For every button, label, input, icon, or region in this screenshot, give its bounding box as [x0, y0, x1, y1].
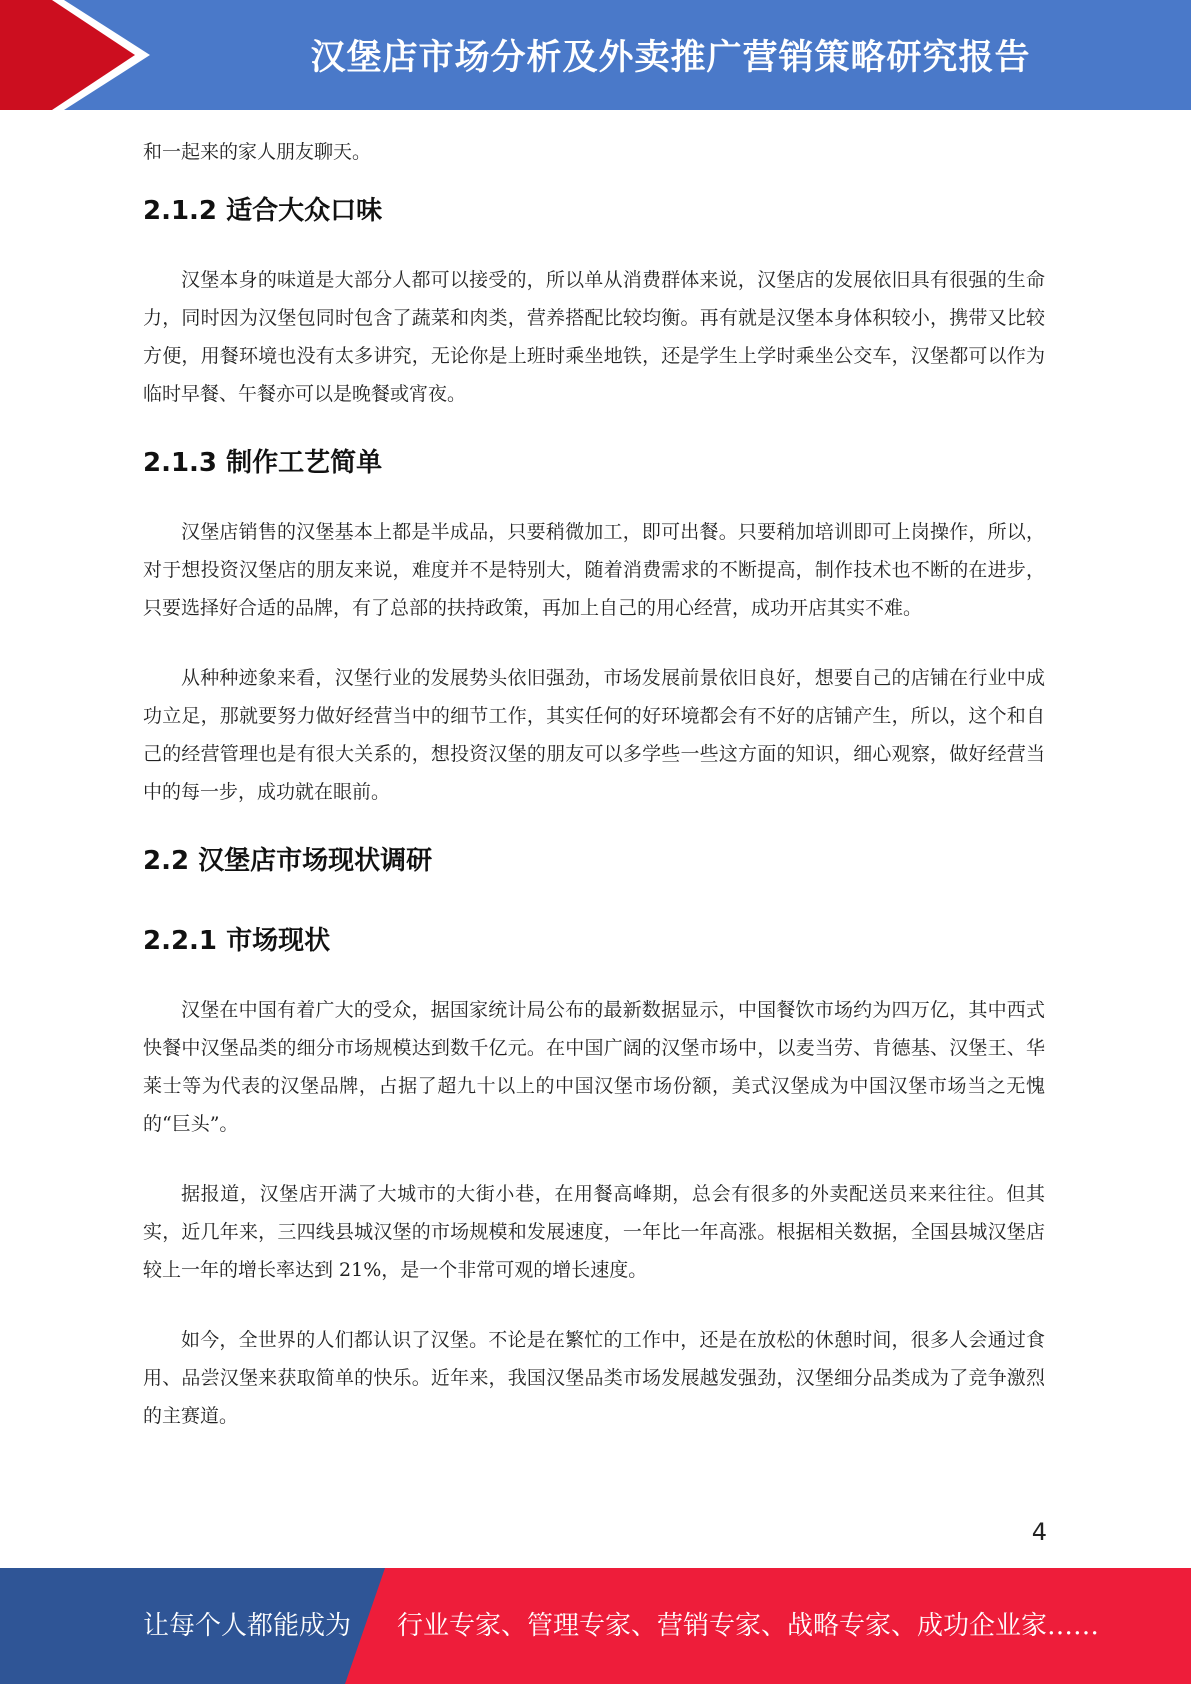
paragraph: 汉堡在中国有着广大的受众，据国家统计局公布的最新数据显示，中国餐饮市场约为四万亿，其中西式快餐中汉堡品类的细分市场规模达到数千亿元。在中国广阔的汉堡市场中，以麦当劳、肯德基、汉堡王、华莱士等为代表的汉堡品牌，占据了超九十以上的中国汉堡市场份额，美式汉堡成为中国汉堡市场当之无愧的“巨头”。 [143, 999, 1045, 1135]
section-heading-2-2: 2.2 汉堡店市场现状调研 [143, 846, 433, 876]
section-heading-2-1-2: 2.1.2 适合大众口味 [143, 196, 383, 226]
section-heading-2-1-3: 2.1.3 制作工艺简单 [143, 448, 383, 478]
page-footer-band [0, 1568, 1191, 1684]
paragraph: 如今，全世界的人们都认识了汉堡。不论是在繁忙的工作中，还是在放松的休憩时间，很多人会通过食用、品尝汉堡来获取简单的快乐。近年来，我国汉堡品类市场发展越发强劲，汉堡细分品类成为了竞争激烈的主赛道。 [143, 1329, 1045, 1427]
report-title: 汉堡店市场分析及外卖推广营销策略研究报告 [310, 38, 1031, 78]
page-content [143, 133, 1045, 1435]
page-header-band [0, 0, 1191, 110]
footer-slogan-left: 让每个人都能成为 [143, 1611, 352, 1641]
paragraph: 从种种迹象来看，汉堡行业的发展势头依旧强劲，市场发展前景依旧良好，想要自己的店铺在行业中成功立足，那就要努力做好经营当中的细节工作，其实任何的好环境都会有不好的店铺产生，所以，这个和自己的经营管理也是有很大关系的，想投资汉堡的朋友可以多学些一些这方面的知识，细心观察，做好经营当中的每一步，成功就在眼前。 [143, 667, 1045, 803]
page-number: 4 [1031, 1518, 1047, 1546]
footer-slogan-right: 行业专家、管理专家、营销专家、战略专家、成功企业家…… [397, 1611, 1100, 1641]
section-heading-2-2-1: 2.2.1 市场现状 [143, 926, 331, 956]
paragraph: 据报道，汉堡店开满了大城市的大街小巷，在用餐高峰期，总会有很多的外卖配送员来来往往。但其实，近几年来，三四线县城汉堡的市场规模和发展速度，一年比一年高涨。根据相关数据，全国县城汉堡店较上一年的增长率达到 21%，是一个非常可观的增长速度。 [143, 1183, 1045, 1281]
continued-line: 和一起来的家人朋友聊天。 [143, 141, 372, 163]
paragraph: 汉堡本身的味道是大部分人都可以接受的，所以单从消费群体来说，汉堡店的发展依旧具有很强的生命力，同时因为汉堡包同时包含了蔬菜和肉类，营养搭配比较均衡。再有就是汉堡本身体积较小，携带又比较方便，用餐环境也没有太多讲究，无论你是上班时乘坐地铁，还是学生上学时乘坐公交车，汉堡都可以作为临时早餐、午餐亦可以是晚餐或宵夜。 [143, 269, 1045, 405]
paragraph: 汉堡店销售的汉堡基本上都是半成品，只要稍微加工，即可出餐。只要稍加培训即可上岗操作，所以，对于想投资汉堡店的朋友来说，难度并不是特别大，随着消费需求的不断提高，制作技术也不断的在进步，只要选择好合适的品牌，有了总部的扶持政策，再加上自己的用心经营，成功开店其实不难。 [143, 521, 1045, 619]
